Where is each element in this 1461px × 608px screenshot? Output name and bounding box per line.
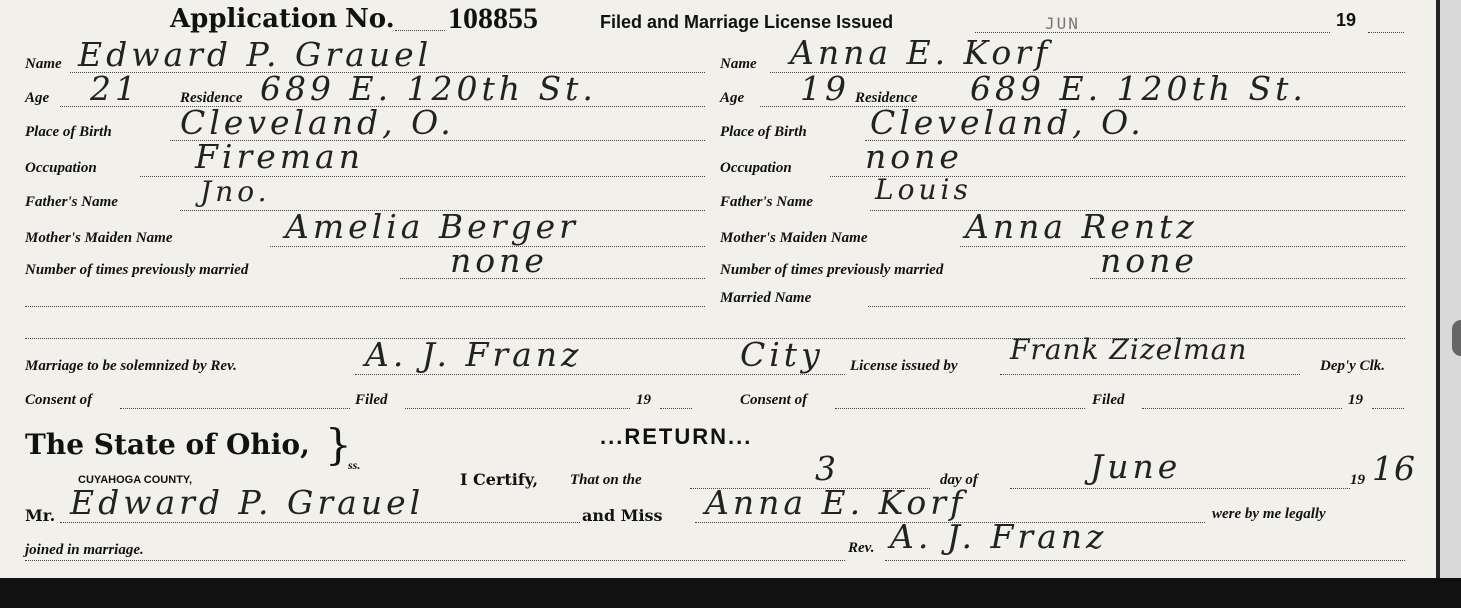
bride-residence-label: Residence (855, 90, 918, 106)
rev-label: Rev. (848, 540, 875, 556)
groom-occupation: Fireman (195, 137, 364, 176)
joined-label: joined in marriage. (25, 542, 144, 558)
bride-father-label: Father's Name (720, 194, 813, 210)
groom-father-label: Father's Name (25, 194, 118, 210)
groom-father: Jno. (200, 175, 271, 208)
certify-label: I Certify, (460, 470, 539, 489)
groom-mother-label: Mother's Maiden Name (25, 230, 173, 246)
day-number: 3 (815, 449, 840, 488)
groom-times: none (450, 241, 548, 280)
day-of-label: day of (940, 472, 978, 488)
consent-left-filed-label: Filed (355, 392, 388, 408)
return-year-suffix: 16 (1372, 449, 1416, 488)
license-issued-label: License issued by (850, 358, 958, 374)
bride-times: none (1100, 241, 1198, 280)
groom-mother: Amelia Berger (285, 207, 579, 246)
bride-father: Louis (875, 173, 972, 206)
application-number: 108855 (448, 2, 538, 35)
groom-occupation-label: Occupation (25, 160, 97, 176)
miss-name: Anna E. Korf (705, 483, 967, 522)
header-year-prefix: 19 (1336, 10, 1357, 30)
return-title: ...RETURN... (600, 424, 753, 449)
legally-label: were by me legally (1212, 506, 1326, 522)
rev-name: A. J. Franz (890, 517, 1108, 556)
groom-age: 21 (90, 69, 140, 108)
return-year-prefix: 19 (1350, 472, 1365, 488)
consent-right-year: 19 (1348, 392, 1363, 408)
brace: } (325, 420, 352, 469)
groom-name: Edward P. Grauel (78, 35, 433, 74)
groom-age-label: Age (25, 90, 50, 106)
groom-residence-label: Residence (180, 90, 243, 106)
groom-times-label: Number of times previously married (25, 262, 249, 278)
bride-occupation-label: Occupation (720, 160, 792, 176)
no-label: No. (345, 4, 395, 34)
consent-left-label: Consent of (25, 392, 93, 408)
mr-name: Edward P. Grauel (70, 483, 425, 522)
solemn-city: City (740, 335, 824, 374)
bride-age: 19 (800, 69, 850, 108)
right-margin (1440, 0, 1461, 578)
application-label: Application (170, 4, 338, 34)
bride-mother-label: Mother's Maiden Name (720, 230, 868, 246)
mr-label: Mr. (25, 506, 56, 525)
groom-birth: Cleveland, O. (180, 103, 455, 142)
bride-name-label: Name (720, 56, 757, 72)
clerk-label: Dep'y Clk. (1320, 358, 1385, 374)
filed-date-stamp: JUN (1045, 14, 1080, 33)
ss-label: ss. (348, 458, 361, 472)
consent-right-filed-label: Filed (1092, 392, 1125, 408)
bride-times-label: Number of times previously married (720, 262, 944, 278)
bride-residence: 689 E. 120th St. (970, 69, 1307, 108)
consent-right-label: Consent of (740, 392, 808, 408)
bride-mother: Anna Rentz (965, 207, 1198, 246)
bottom-margin (0, 578, 1461, 608)
solemn-rev: A. J. Franz (365, 335, 583, 374)
groom-name-label: Name (25, 56, 62, 72)
county-label: CUYAHOGA COUNTY, (78, 474, 193, 486)
bride-married-name-label: Married Name (720, 290, 812, 306)
scroll-handle[interactable] (1452, 320, 1461, 356)
groom-birth-label: Place of Birth (25, 124, 112, 140)
solemn-label: Marriage to be solemnized by Rev. (25, 358, 237, 374)
bride-age-label: Age (720, 90, 745, 106)
bride-name: Anna E. Korf (790, 33, 1052, 72)
and-miss-label: and Miss (582, 506, 663, 525)
bride-birth-label: Place of Birth (720, 124, 807, 140)
state-of-ohio: The State of Ohio, (25, 428, 310, 461)
consent-left-year: 19 (636, 392, 651, 408)
bride-occupation: none (865, 137, 963, 176)
license-issuer: Frank Zizelman (1010, 333, 1248, 366)
month: June (1090, 447, 1182, 486)
that-on-label: That on the (570, 472, 642, 488)
filed-label: Filed and Marriage License Issued (600, 12, 894, 32)
groom-residence: 689 E. 120th St. (260, 69, 597, 108)
bride-birth: Cleveland, O. (870, 103, 1145, 142)
